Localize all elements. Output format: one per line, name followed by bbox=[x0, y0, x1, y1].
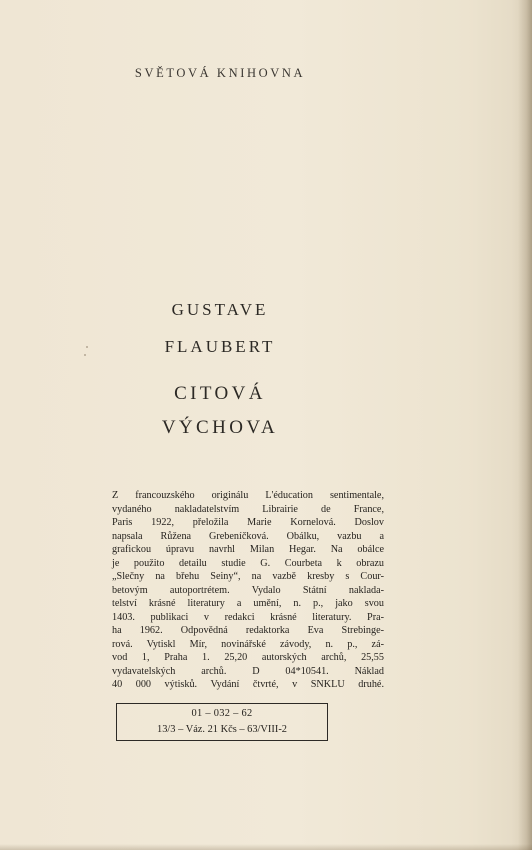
series-name: SVĚTOVÁ KNIHOVNA bbox=[134, 66, 306, 80]
publication-code: 01 – 032 – 62 bbox=[191, 708, 253, 719]
colophon-line: ha 1962. Odpovědná redaktorka Eva Strebinge- bbox=[112, 625, 384, 636]
colophon-line: 40 000 výtisků. Vydání čtvrté, v SNKLU druhé. bbox=[112, 679, 384, 690]
publication-code-box bbox=[116, 703, 328, 741]
colophon-line: rová. Vytiskl Mír, novinářské závody, n. p., zá- bbox=[112, 638, 384, 650]
colophon-line: Paris 1922, přeložila Marie Kornelová. Doslov bbox=[112, 517, 384, 528]
colophon-line: vod 1, Praha 1. 25,20 autorských archů, 25,55 bbox=[112, 652, 384, 663]
colophon-line: „Slečny na břehu Seiny“, na vazbě kresby s Cour- bbox=[112, 571, 384, 582]
author-first-name: GUSTAVE bbox=[171, 300, 269, 319]
colophon-line: grafickou úpravu navrhl Milan Hegar. Na obálce bbox=[112, 544, 384, 555]
colophon-line: vydaného nakladatelstvím Librairie de France, bbox=[112, 503, 384, 515]
book-title-line-2: VÝCHOVA bbox=[161, 417, 279, 438]
colophon-line: napsala Růžena Grebeníčková. Obálku, vazbu a bbox=[112, 530, 384, 542]
paper-speck bbox=[84, 354, 86, 356]
colophon-line: 1403. publikaci v redakci krásné literatury. Pra- bbox=[112, 611, 384, 623]
colophon-line: betovým autoportrétem. Vydalo Státní naklada- bbox=[112, 584, 384, 596]
colophon-line: telství krásné literatury a umění, n. p., jako svou bbox=[112, 598, 384, 609]
colophon-text bbox=[112, 489, 384, 692]
paper-speck bbox=[86, 346, 88, 348]
price-line: 13/3 – Váz. 21 Kčs – 63/VIII-2 bbox=[157, 724, 287, 735]
colophon-line: Z francouzského originálu L'éducation sentimentale, bbox=[112, 490, 384, 501]
page-edge-shadow bbox=[518, 0, 532, 850]
colophon-line: vydavatelských archů. D 04*10541. Náklad bbox=[112, 665, 384, 677]
colophon-line: je použito detailu studie G. Courbeta k obrazu bbox=[112, 557, 384, 569]
book-title-line-1: CITOVÁ bbox=[174, 383, 266, 404]
author-last-name: FLAUBERT bbox=[164, 337, 276, 356]
page-bottom-shadow bbox=[0, 844, 532, 850]
